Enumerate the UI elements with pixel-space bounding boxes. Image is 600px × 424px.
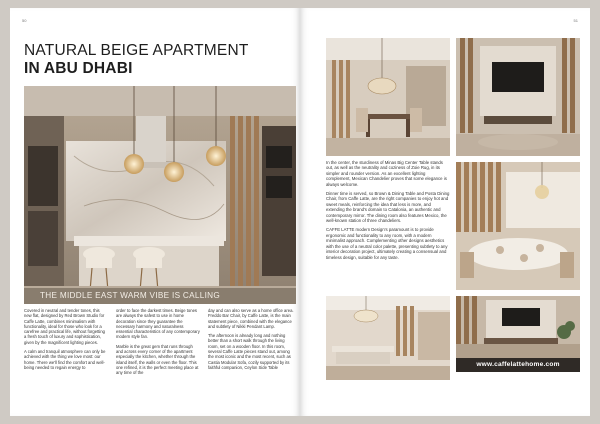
- lounge-photo: [456, 296, 580, 358]
- right-paragraph-2: Dinner time is served, so Brown & Dining Table and Posta Dining Chair, from Caffe Latte, are the right companies to enjoy hot and sweet meals, reinforcing the idea that less is more, and extending the brand's domain to Catalonia, an authentic and contemporary mirror. The dining room also features Mexico, the well-known station of three chandeliers.: [326, 191, 450, 224]
- hero-caption: THE MIDDLE EAST WARM VIBE IS CALLING: [24, 288, 296, 304]
- website-banner[interactable]: www.caffelattehome.com: [456, 358, 580, 372]
- col3-paragraph-2: The afternoon is already long and nothing better than a short walk through the living room, set on a wooden floor. In this room, several Caffe Latte pieces stand out, among the most iconic and the most recent, such as Castia Modular Sofa, cozily supported by its faithful companion, Ceylon Side Table: [208, 333, 291, 370]
- right-paragraph-1: In the center, the sturdiness of Minas Big Center Table stands out, as well as the neutrality and coziness of Zoie Rug, in its simpler and rounder version. As an excellent lighting complement, Mexican Chandelier proves that some elegance is always welcome.: [326, 160, 447, 187]
- right-paragraph-3: CAFFE LATTE modern Design's paramount is to provide ergonomic and functionality to any room, with a modern minimalist approach. Complementing other designs aesthetics with the use of a neutral color palette, presenting subtlety to any interior decoration project, ultimately creating a consensual and timeless design, suitable for any taste.: [326, 227, 448, 260]
- col1-paragraph-2: A calm and tranquil atmosphere can only be achieved with the thing we love most: our home. There we'll find the comfort and well-being needed to regain energy to: [24, 349, 106, 370]
- article-title: [24, 42, 294, 78]
- col2-paragraph-2: Marble is the great gem that runs through and across every corner of the apartment especially the kitchen, whether through the island itself, the walls or even the floor. This one refined, it is the perfect meeting place at any time of the: [116, 343, 199, 376]
- text-column-1: [24, 308, 108, 374]
- title-line-2: IN ABU DHABI: [24, 60, 133, 77]
- left-page: [10, 8, 300, 416]
- kitchen-illustration: [24, 86, 296, 304]
- page-number-right: 51: [573, 18, 578, 23]
- right-text-block: [326, 160, 450, 264]
- col3-paragraph-1: day and can also serve as a home office area. Freddo Bar Chair, by Caffe Latte, is the main statement piece, combined with the elegance and subtlety of Nikki Pendant Lamp.: [208, 308, 294, 329]
- living-area-photo: [326, 296, 450, 380]
- page-number-left: 50: [22, 18, 27, 23]
- title-line-1: NATURAL BEIGE APARTMENT: [24, 42, 249, 59]
- col1-paragraph-1: Covered in neutral and tender tones, this new flat, designed by Red Brown Studio for Caffe Latte, combines minimalism with functionality, ideal for those who look for a carefree and practical life, without forgetting a fresh touch of luxury and sophistication, given by the magnificent lighting pieces.: [24, 308, 106, 345]
- right-page: [300, 8, 590, 416]
- hero-kitchen-photo: [24, 86, 296, 304]
- dining-table-photo: [456, 162, 580, 290]
- col2-paragraph-1: order to face the darkest times. Beige tones are always the safest to use in home decoration since they guarantee the necessary harmony and naturalness essential characteristics of any contemporary modern style fan.: [116, 308, 200, 340]
- dining-room-photo: [326, 38, 450, 156]
- living-room-tv-photo: [456, 38, 580, 156]
- text-column-2: [116, 308, 200, 380]
- text-column-3: [208, 308, 294, 374]
